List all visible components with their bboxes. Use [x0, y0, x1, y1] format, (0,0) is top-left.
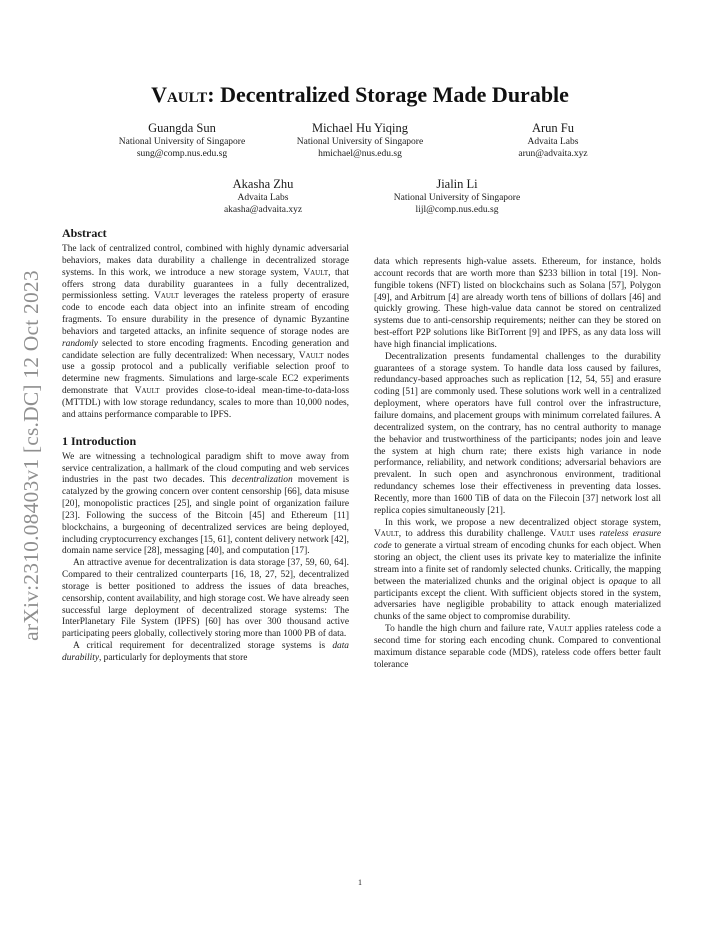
page-number: 1	[358, 878, 362, 887]
text-run: We are witnessing a technological paradigm shift to move away from service centralization, a hallmark of the cloud computing and web services industries in the past two decades. This	[62, 451, 349, 486]
system-name: Vault	[298, 350, 324, 361]
system-name: Vault	[303, 267, 329, 278]
text-run: leverages the rateless property of erasure code to encode each data object into an infinite stream of encoding fragments. To ensure durability in the presence of dynamic Byzantine behaviors and targeted attacks, an infinite sequence of storage nodes are	[62, 291, 349, 337]
author-block	[433, 120, 673, 160]
system-name: Vault	[151, 82, 208, 107]
text-run: In this work, we propose a new decentralized object storage system,	[385, 517, 661, 528]
author-email: sung@comp.nus.edu.sg	[136, 149, 228, 159]
author-name: Michael Hu Yiqing	[311, 121, 409, 135]
system-name: Vault	[154, 291, 179, 302]
author-name: Arun Fu	[531, 121, 575, 135]
system-name: Vault	[134, 386, 160, 397]
author-email: hmichael@nus.edu.sg	[318, 149, 402, 159]
introduction-heading: 1 Introduction	[62, 433, 137, 448]
body-paragraph: data which represents high-value assets. Ethereum, for instance, holds account records that are worth more than $233 billion in total [19]. Non-fungible tokens (NFT) listed on blockchains such as Solana [57], Polygon [49], and Arbitrum [4] are already worth tens of billions of dollars [46] and quickly growing. These high-value data cannot be stored on centralized systems due to anti-censorship requirements; neither can they be stored on best-effort P2P solutions like BitTorrent [9] and IPFS, as any data loss will have high financial implications.	[374, 257, 661, 350]
abstract-paragraph	[62, 244, 349, 422]
intro-paragraph	[62, 641, 349, 665]
text-run: A critical requirement for decentralized storage systems is	[73, 641, 333, 652]
left-column	[62, 226, 349, 665]
emphasis: rateless erasure code	[374, 529, 661, 552]
text-run: To handle the high churn and failure rate,	[385, 624, 548, 635]
author-email: arun@advaita.xyz	[518, 149, 588, 159]
text-run: , to address this durability challenge.	[398, 529, 550, 540]
author-email: akasha@advaita.xyz	[223, 205, 303, 215]
text-run: to generate a virtual stream of encoding chunks for each object. When storing an object, the client uses its private key to materialize the infinite stream into a finite set of randomly selected chunks. Critically, the mapping between the materialized chunks and the original object is	[374, 541, 661, 587]
author-affiliation: National University of Singapore	[118, 137, 246, 147]
text-run: , particularly for deployments that store	[98, 653, 248, 663]
paper-title	[0, 82, 720, 108]
text-run: nodes use a gossip protocol and a publically verifiable selection proof to determine new fragments. Simulations and large-scale EC2 experiments demonstrate that	[62, 350, 350, 397]
body-paragraph	[374, 518, 661, 625]
system-name: Vault	[547, 624, 573, 635]
author-name: Akasha Zhu	[232, 177, 294, 191]
author-affiliation: Advaita Labs	[527, 137, 579, 147]
title-text: : Decentralized Storage Made Durable	[207, 82, 569, 107]
arxiv-identifier-text: arXiv:2310.08403v1 [cs.DC] 12 Oct 2023	[18, 269, 43, 641]
abstract-heading: Abstract	[62, 226, 107, 240]
system-name: Vault	[549, 529, 575, 540]
right-column	[374, 257, 661, 672]
text-run: selected to store encoding fragments. Encoding generation and candidate selection are fully decentralized: When necessary,	[62, 338, 349, 361]
author-email: lijl@comp.nus.edu.sg	[415, 205, 499, 215]
emphasis: randomly	[62, 338, 98, 349]
text-run: , that offers strong data durability guarantees in a fully decentralized, permissionless setting.	[62, 267, 350, 302]
arxiv-identifier-stamp	[20, 250, 42, 660]
intro-paragraph	[62, 452, 349, 559]
body-paragraph: Decentralization presents fundamental challenges to the durability guarantees of a storage system. To handle data loss caused by failures, redundancy-based approaches such as replication [12, 54, 55] and erasure coding [51] are commonly used. These solutions work well in a centralized deployment, where operators have full control over the infrastructure, failure domains, and placement groups with minimum correlated failures. A decentralized system, on the contrary, has no central authority to manage the behavior and trustworthiness of the participants; nodes join and leave the system at high churn rate; there exists high variance in node performance, reliability, and network conditions; adversarial behaviors are prevalent. In such open and asynchronous environment, traditional redundancy schemes lose their effectiveness in preventing data losses. Recently, more than 1600 TiB of data on the Filecoin [37] network lost all replica copies simultaneously [21].	[374, 351, 661, 516]
emphasis: opaque	[608, 576, 637, 587]
author-name: Jialin Li	[436, 177, 478, 191]
author-affiliation: National University of Singapore	[296, 137, 424, 147]
author-block	[337, 176, 577, 216]
emphasis: decentralization	[231, 475, 293, 486]
emphasis: data durability	[62, 641, 349, 663]
text-run: uses	[574, 529, 600, 540]
author-name: Guangda Sun	[148, 121, 216, 135]
text-run: applies rateless code a second time for storing each encoding chunk. Compared to conventional maximum distance separable code (MDS), rateless code offers better fault tolerance	[374, 624, 661, 670]
intro-paragraph: An attractive avenue for decentralization is data storage [37, 59, 60, 64]. Compared to their centralized counterparts [16, 18, 27, 52], decentralized storage is better positioned to address the issues of data breaches, censorship, content availability, and high storage cost. We have already seen successful large deployment of decentralized storage systems: The InterPlanetary File System (IPFS) [60] has over 300 thousand active participating peers globally, collectively storing more than 1000 PB of data.	[62, 558, 349, 640]
body-paragraph	[374, 624, 661, 671]
text-run: provides close-to-ideal mean-time-to-data-loss (MTTDL) with low storage redundancy, scales to more than 10,000 nodes, and attains performance comparable to IPFS.	[62, 386, 349, 420]
text-run: movement is catalyzed by the growing concern over content censorship [66], data misuse [20], monopolistic practices [25], and single point of organization failure [23]. Following the success of the Bitcoin [45] and Ethereum [11] blockchains, a burgeoning of decentralized services are being deployed, including cryptocurrency exchanges [15, 61], content delivery network [42], domain name service [28], messaging [40], and computation [17].	[62, 475, 350, 557]
author-affiliation: National University of Singapore	[393, 193, 521, 203]
text-run: to all participants except the client. With sufficient objects stored in the system, adversaries have negligible probability to attack enough materialized chunks of the same object to compromise durability.	[374, 576, 661, 623]
author-affiliation: Advaita Labs	[237, 193, 289, 203]
text-run: The lack of centralized control, combined with highly dynamic adversarial behaviors, makes data durability a challenge in decentralized storage systems. In this work, we introduce a new storage system,	[62, 244, 349, 278]
system-name: Vault	[374, 529, 399, 540]
